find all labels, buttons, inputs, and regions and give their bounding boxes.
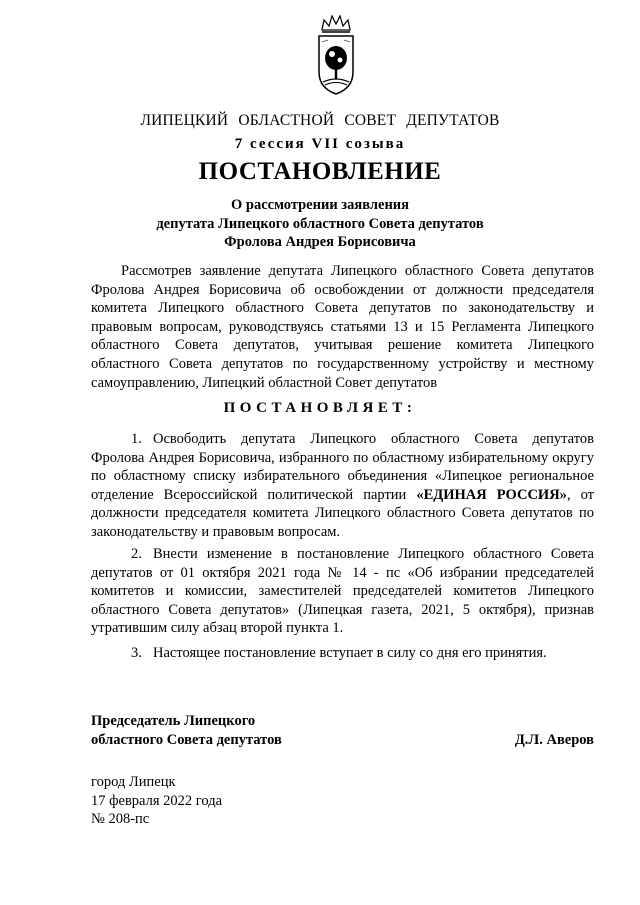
city-text: город Липецк <box>91 774 176 790</box>
preamble-text: Рассмотрев заявление депутата Липецкого областного Совета депутатов Фролова Андрея Борисовича об освобождении от должности председателя комитета Липецкого областного Совета депутатов по законодательству и правовым вопросам, руководствуясь статьями 13 и 15 Регламента Липецкого областного Совета депутатов, учитывая решение комитета Липецкого областного Совета депутатов по государственному устройству и местному самоуправлению, Липецкий областной Совет депутатов <box>91 263 594 391</box>
coat-of-arms-emblem-icon <box>316 12 356 96</box>
org-word: ДЕПУТАТОВ <box>406 112 500 129</box>
signer-name: Д.Л. Аверов <box>514 731 594 748</box>
resolution-item-2 <box>91 545 594 638</box>
document-type-title: ПОСТАНОВЛЕНИЕ <box>198 158 442 185</box>
signer-position: Председатель Липецкого <box>91 713 256 729</box>
item-number: 3. <box>131 645 142 661</box>
signer-position: областного Совета депутатов <box>91 731 282 748</box>
document-number: № 208-пс <box>91 811 150 827</box>
document-footer <box>91 773 222 829</box>
item-number: 1. <box>131 431 142 447</box>
org-word: ОБЛАСТНОЙ <box>238 112 335 129</box>
resolves-heading: ПОСТАНОВЛЯЕТ: <box>223 400 417 416</box>
session-line: 7 сессия VII созыва <box>234 136 406 152</box>
item-text: , от должности председателя комитета Липецкого областного Совета депутатов по законодательству и правовым вопросам. <box>91 486 594 540</box>
org-word: СОВЕТ <box>344 112 397 129</box>
item-number: 2. <box>131 546 142 562</box>
item-text: Настоящее постановление вступает в силу со дня его принятия. <box>153 645 547 661</box>
preamble-paragraph <box>91 262 594 392</box>
organization-name <box>0 112 640 130</box>
subject-line: Фролова Андрея Борисовича <box>224 234 416 250</box>
resolution-item-1 <box>91 430 594 542</box>
subject-line: депутата Липецкого областного Совета депутатов <box>156 215 484 232</box>
signature-block <box>91 712 594 749</box>
document-subject <box>0 196 640 252</box>
resolution-item-3 <box>91 644 594 663</box>
date-text: 17 февраля 2022 года <box>91 792 223 809</box>
item-text: Освободить депутата Липецкого областного Совета депутатов Фролова Андрея Борисовича, избранного по областному избирательному округу по областному списку избирательного объединения «Липецкое региональное отделение Всероссийской политической партии <box>91 431 594 503</box>
subject-line: О рассмотрении заявления <box>230 197 409 213</box>
org-word: ЛИПЕЦКИЙ <box>140 112 229 129</box>
item-text: Внести изменение в постановление Липецкого областного Совета депутатов от 01 октября 2021 года № 14 - пс «Об избрании председателей комитетов и комиссии, заместителей председателей комитетов Липецкого областного Совета депутатов» (Липецкая газета, 2021, 5 октября), признав утратившим силу абзац второй пункта 1. <box>91 546 594 637</box>
item-text-bold: «ЕДИНАЯ РОССИЯ» <box>416 486 567 503</box>
